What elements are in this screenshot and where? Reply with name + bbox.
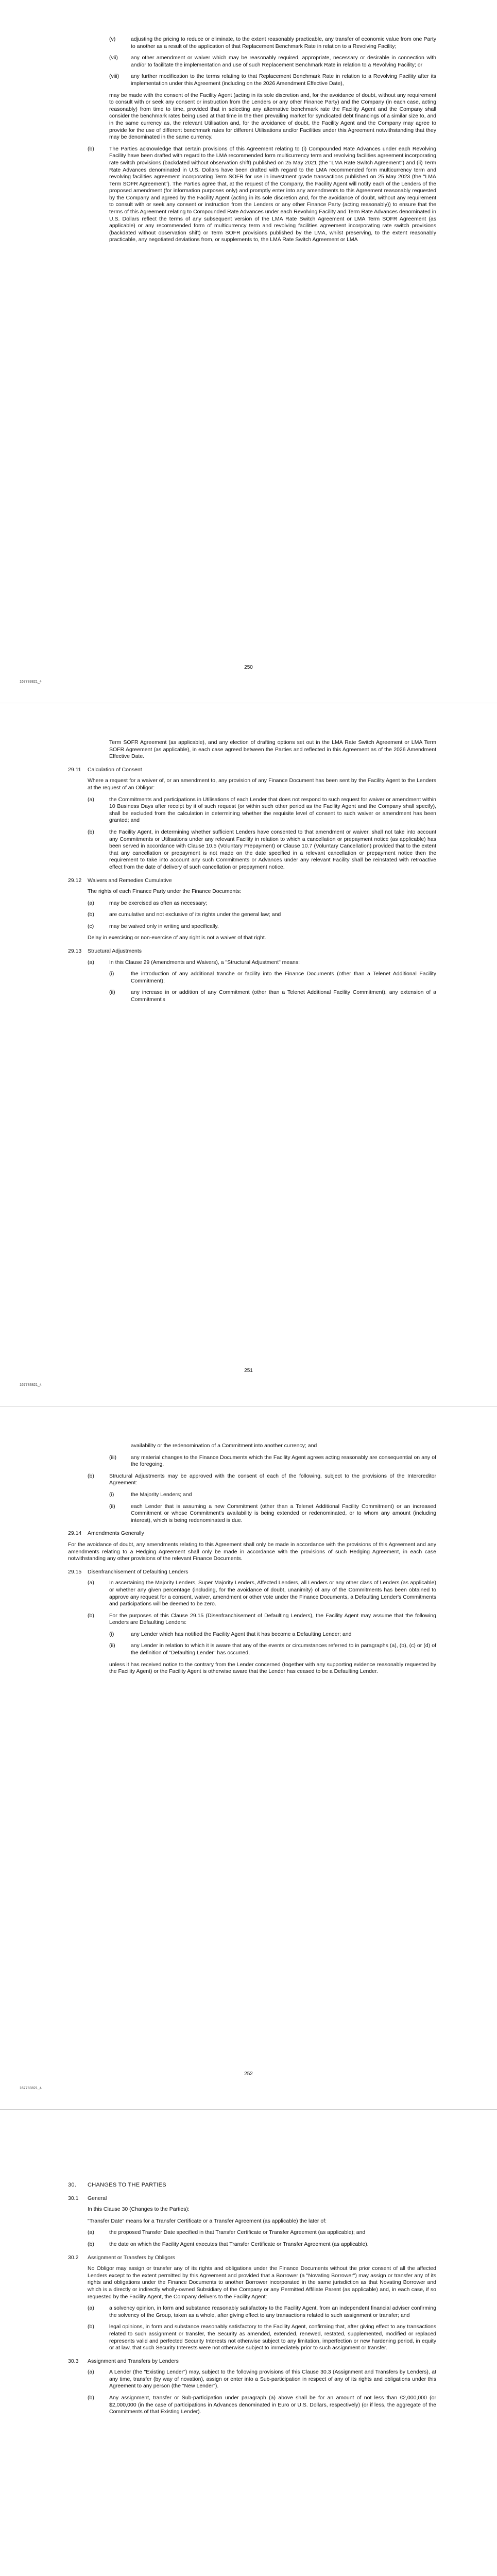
- item-label: (iii): [109, 1454, 116, 1461]
- item-label: (viii): [109, 73, 119, 80]
- item-label: (b): [88, 2241, 94, 2247]
- item-text: the Facility Agent, in determining whether sufficient Lenders have consented to that amendment or waiver, shall not take into account any Commitments or Utilisations under any relevant Facility in relation to which a cancellation or prepayment notice (as applicable) has been served in accordance with Clause 10.5 (Voluntary Prepayment) or Clause 10.7 (Voluntary Cancellation) provided that to the extent that any cancellation or prepayment is not made on the date specified in a relevant cancellation or prepayment notice then the requirement to take into account any such Commitments or Advances under any relevant Facility shall be reinstated with retroactive effect from the date of delivery of such cancellation or prepayment notice.: [109, 828, 436, 870]
- item-text: The Parties acknowledge that certain provisions of this Agreement relating to (i) Compounded Rate Advances under each Revolving Facility have been drafted with regard to the LMA recommended form multicurrency term and revolving facilities agreement incorporating rate switch provisions (backdated without observation shift) published on 25 May 2021 (the "LMA Rate Switch Agreement") and (ii) Term Rate Advances denominated in U.S. Dollars have been drafted with regard to the LMA recommended form multicurrency term and revolving facilities agreement incorporating Term SOFR for use in investment grade transactions published on 25 May 2023 (the "LMA Term SOFR Agreement"). The Parties agree that, at the request of the Company, the Facility Agent will notify each of the Lenders of the proposed amendment (for information purposes only) and promptly enter into any amendments to this Agreement reasonably requested by the Company and agreed by the Facility Agent (acting in its sole discretion and, for the avoidance of doubt, without any requirement to consult with or seek any consent or instruction from the Lenders or any other Finance Party (acting reasonably)) to ensure that the terms of this Agreement relating to Compounded Rate Advances under each Revolving Facility and Term Rate Advances denominated in U.S. Dollars reflect the terms of any subsequent version of the LMA Rate Switch Agreement or LMA Term SOFR Agreement (as applicable) or any recommended form of multicurrency term and revolving facilities agreement incorporating rate switch provisions (backdated without observation shift) or Term SOFR provisions published by the LMA, whilst preserving, to the extent reasonably practicable, any negotiated deviations from, or supplements to, the LMA Rate Switch Agreement or LMA: [109, 145, 436, 243]
- section-heading: [68, 1569, 436, 1576]
- list-item: [109, 1642, 436, 1656]
- section-number: 29.12: [68, 877, 82, 884]
- paragraph: "Transfer Date" means for a Transfer Certificate or a Transfer Agreement (as applicable) the later of:: [88, 2217, 327, 2224]
- section-number: 30.2: [68, 2254, 79, 2261]
- paragraph: unless it has received notice to the contrary from the Lender concerned (together with any supporting evidence reasonably requested by the Facility Agent) or the Facility Agent is otherwise aware that the Lender has ceased to be a Defaulting Lender.: [109, 1661, 436, 1675]
- item-text: any further modification to the terms relating to that Replacement Benchmark Rate in relation to a Revolving Facility after its implementation under this Agreement (including on the 2026 Amendment Effective Date),: [131, 73, 436, 87]
- list-item: [88, 1473, 436, 1487]
- section-number: 30.1: [68, 2195, 79, 2201]
- section-title: Assignment or Transfers by Obligors: [88, 2254, 175, 2261]
- item-label: (a): [88, 1580, 94, 1586]
- list-item: [109, 971, 436, 985]
- document-page-253: [0, 2110, 497, 2576]
- section-title: Amendments Generally: [88, 1530, 144, 1537]
- page-number: 252: [244, 2071, 253, 2077]
- item-label: (i): [109, 971, 114, 977]
- section-heading: [68, 767, 436, 774]
- page-content: [68, 1443, 436, 1680]
- list-item: [88, 900, 436, 907]
- page-content: [68, 36, 436, 248]
- section-title: Assignment and Transfers by Lenders: [88, 2358, 179, 2364]
- item-label: (v): [109, 36, 116, 42]
- section-title: Waivers and Remedies Cumulative: [88, 877, 172, 884]
- item-text: In ascertaining the Majority Lenders, Super Majority Lenders, Affected Lenders, all Lenders or any other class of Lenders (as applicable) or whether any given percentage (including, for the avoidance of doubt, unanimity) of any of the Commitments has been obtained to approve any request for a consent, waiver, amendment or other vote under the Finance Documents, a Defaulting Lender's Commitments and participations will be deemed to be zero.: [109, 1580, 436, 1607]
- paragraph: For the avoidance of doubt, any amendments relating to this Agreement shall only be made in accordance with the provisions of this Agreement and any amendments relating to a Hedging Agreement shall only be made in accordance with the provisions of such Hedging Agreement, in each case notwithstanding any other provisions of the relevant Finance Documents.: [68, 1541, 436, 1562]
- list-item: [88, 959, 436, 967]
- section-title: Structural Adjustments: [88, 948, 142, 955]
- list-item: [109, 1631, 436, 1638]
- item-label: (ii): [109, 1642, 115, 1649]
- item-text: a solvency opinion, in form and substance reasonably satisfactory to the Facility Agent, from an independent financial adviser confirming the solvency of the Group, taken as a whole, after giving effect to any transactions related to such assignment or transfer; and: [109, 2305, 436, 2318]
- item-text: the Majority Lenders; and: [131, 1491, 192, 1498]
- list-item: [109, 1492, 436, 1499]
- item-text: are cumulative and not exclusive of its rights under the general law; and: [109, 911, 281, 918]
- item-label: (ii): [109, 989, 115, 996]
- item-label: (i): [109, 1631, 114, 1637]
- paragraph: The rights of each Finance Party under the Finance Documents:: [88, 888, 242, 895]
- item-text: each Lender that is assuming a new Commitment (other than a Telenet Additional Facility Commitment) or an increased Commitment or whose Commitment's availability is being extended or redenominated, or to whom any amount (including interest), which is being redenominated is due.: [131, 1503, 436, 1523]
- page-number: 250: [244, 665, 253, 670]
- item-text: A Lender (the "Existing Lender") may, subject to the following provisions of this Clause 30.3 (Assignment and Transfers by Lenders), at any time, transfer (by way of novation), assign or enter into a Sub-participation in respect of any of its rights and obligations under this Agreement to any person (the "New Lender").: [109, 2369, 436, 2389]
- list-item: [109, 36, 436, 50]
- item-text: any Lender in relation to which it is aware that any of the events or circumstances referred to in paragraphs (a), (b), (c) or (d) of the definition of "Defaulting Lender" has occurred,: [131, 1642, 436, 1656]
- section-heading: [68, 2195, 436, 2202]
- item-text: the Commitments and participations in Utilisations of each Lender that does not respond to such request for waiver or amendment within 10 Business Days after receipt by it of such request (or within such other period as the Facility Agent and the Company shall specify), shall be excluded from the calculation in determining whether the requisite level of consent to such waiver or amendment has been granted; and: [109, 796, 436, 824]
- section-number: 29.14: [68, 1530, 82, 1537]
- item-text: the proposed Transfer Date specified in that Transfer Certificate or Transfer Agreement (as applicable); and: [109, 2229, 366, 2236]
- document-id: 167783821_4: [20, 680, 42, 684]
- list-item: [88, 1613, 436, 1626]
- clause-heading: [68, 2182, 436, 2189]
- list-item: [109, 1503, 436, 1524]
- item-label: (a): [88, 900, 94, 906]
- section-title: Calculation of Consent: [88, 766, 142, 773]
- paragraph: Delay in exercising or non-exercise of any right is not a waiver of that right.: [88, 935, 266, 941]
- item-label: (b): [88, 1612, 94, 1619]
- item-text: legal opinions, in form and substance reasonably satisfactory to the Facility Agent, confirming that, after giving effect to any transactions related to such assignment or transfer, the Security as amended, extended, renewed, restated, supplemented, modified or replaced represents valid and perfected Security Interests not otherwise subject to any limitation, imperfection or new hardening period, in equity or at law, that such Security Interests were not otherwise subject to immediately prior to such assignment or transfer.: [109, 2324, 436, 2351]
- list-item: [88, 796, 436, 824]
- section-heading: [68, 2358, 436, 2365]
- list-item: [88, 2241, 436, 2248]
- clause-number: 30.: [68, 2182, 77, 2188]
- item-label: (b): [88, 828, 94, 835]
- item-text: the introduction of any additional tranche or facility into the Finance Documents (other than a Telenet Additional Facility Commitment);: [131, 971, 436, 984]
- list-item: [109, 1454, 436, 1468]
- list-item: [88, 1580, 436, 1607]
- section-number: 30.3: [68, 2358, 79, 2364]
- document-id: 167783821_4: [20, 1383, 42, 1387]
- page-content: [68, 739, 436, 1008]
- list-item: [88, 2324, 436, 2351]
- list-item: [88, 146, 436, 244]
- page-number: 251: [244, 1368, 253, 1374]
- list-item: [88, 2369, 436, 2390]
- clause-title: CHANGES TO THE PARTIES: [88, 2182, 166, 2188]
- item-label: (b): [88, 911, 94, 918]
- list-item: [88, 2305, 436, 2319]
- item-label: (ii): [109, 1503, 115, 1510]
- paragraph: No Obligor may assign or transfer any of its rights and obligations under the Finance Documents without the prior consent of all the affected Lenders except to the extent permitted by this Agreement and provided that a Borrower (a "Novating Borrower") may assign or transfer any of its rights and obligations under the Finance Documents to another Borrower incorporated in the same jurisdiction as that Novating Borrower and which is a directly or indirectly wholly-owned Subsidiary of the Company or any Permitted Affiliate Parent (as applicable) and, in each case, if so requested by the Facility Agent, the Company delivers to the Facility Agent:: [88, 2265, 436, 2300]
- item-text: the date on which the Facility Agent executes that Transfer Certificate or Transfer Agreement (as applicable).: [109, 2241, 369, 2247]
- list-item: [109, 989, 436, 1003]
- page-content: [68, 2146, 436, 2420]
- section-heading: [68, 877, 436, 885]
- item-label: (a): [88, 2369, 94, 2376]
- item-label: (i): [109, 1491, 114, 1498]
- section-number: 29.13: [68, 948, 82, 955]
- item-text: For the purposes of this Clause 29.15 (Disenfranchisement of Defaulting Lenders), the Facility Agent may assume that the following Lenders are Defaulting Lenders:: [109, 1612, 436, 1626]
- list-item: [88, 2229, 436, 2236]
- list-item: [109, 55, 436, 69]
- document-id: 167783821_4: [20, 2087, 42, 2090]
- paragraph: may be made with the consent of the Facility Agent (acting in its sole discretion and, for the avoidance of doubt, without any requirement to consult with or seek any consent or instruction from the Lenders or any other Finance Party) and the Company (in each case, acting reasonably) from time to time, provided that in selecting any alternative benchmark rate the Facility Agent and the Company shall consider the benchmark rates being used at that time in the then prevailing market for syndicated debt financings of a similar size to, and in the same currency as, the relevant Utilisation and, for the avoidance of doubt, the Facility Agent and the Company may agree to provide for the use of different benchmark rates for different Utilisations and/or Facilities under this Agreement notwithstanding that they may be denominated in the same currency.: [109, 92, 436, 141]
- document-page-251: [0, 703, 497, 1406]
- list-item: [88, 911, 436, 919]
- section-heading: [68, 2255, 436, 2262]
- section-number: 29.11: [68, 766, 81, 773]
- paragraph: Term SOFR Agreement (as applicable), and any election of drafting options set out in the LMA Rate Switch Agreement or LMA Term SOFR Agreement (as applicable), in each case agreed between the Parties and reflected in this Agreement as of the 2026 Amendment Effective Date.: [109, 739, 436, 760]
- section-title: General: [88, 2195, 107, 2201]
- paragraph: In this Clause 30 (Changes to the Parties):: [88, 2206, 190, 2213]
- item-text: adjusting the pricing to reduce or eliminate, to the extent reasonably practicable, any transfer of economic value from one Party to another as a result of the application of that Replacement Benchmark Rate in relation to a Revolving Facility;: [131, 36, 436, 49]
- item-text: any Lender which has notified the Facility Agent that it has become a Defaulting Lender; and: [131, 1631, 352, 1637]
- item-text: Structural Adjustments may be approved with the consent of each of the following, subject to the provisions of the Intercreditor Agreement:: [109, 1472, 436, 1486]
- item-label: (b): [88, 145, 94, 152]
- item-text: Any assignment, transfer or Sub-participation under paragraph (a) above shall be for an amount of not less than €2,000,000 (or $2,000,000 (in the case of participations in Advances denominated in Euro or U.S. Dollars, respectively) (or if less, the aggregate of the Commitments of that Existing Lender).: [109, 2395, 436, 2415]
- item-text: any material changes to the Finance Documents which the Facility Agent agrees acting reasonably are consequential on any of the foregoing.: [131, 1454, 436, 1468]
- item-label: (a): [88, 2305, 94, 2312]
- paragraph: Where a request for a waiver of, or an amendment to, any provision of any Finance Document has been sent by the Facility Agent to the Lenders at the request of an Obligor:: [88, 777, 436, 791]
- item-label: (b): [88, 1472, 94, 1479]
- list-item: [88, 829, 436, 871]
- section-title: Disenfranchisement of Defaulting Lenders: [88, 1568, 188, 1575]
- item-label: (vii): [109, 55, 118, 61]
- item-label: (a): [88, 2229, 94, 2236]
- section-heading: [68, 948, 436, 955]
- document-page-250: [0, 0, 497, 703]
- document-page-252: [0, 1406, 497, 2110]
- section-number: 29.15: [68, 1568, 82, 1575]
- item-text: may be exercised as often as necessary;: [109, 900, 208, 906]
- paragraph: availability or the redenomination of a Commitment into another currency; and: [131, 1443, 317, 1449]
- item-text: In this Clause 29 (Amendments and Waivers), a "Structural Adjustment" means:: [109, 959, 300, 965]
- item-label: (b): [88, 2395, 94, 2401]
- item-text: any increase in or addition of any Commitment (other than a Telenet Additional Facility Commitment), any extension of a Commitment's: [131, 989, 436, 1003]
- item-label: (b): [88, 2324, 94, 2330]
- item-text: any other amendment or waiver which may be reasonably required, appropriate, necessary or desirable in connection with and/or to facilitate the implementation and use of such Replacement Benchmark Rate in relation to a Revolving Facility; or: [131, 55, 436, 68]
- list-item: [88, 2395, 436, 2416]
- list-item: [109, 73, 436, 87]
- item-text: may be waived only in writing and specifically.: [109, 923, 219, 929]
- item-label: (a): [88, 959, 94, 965]
- list-item: [88, 923, 436, 930]
- item-label: (a): [88, 796, 94, 803]
- section-heading: [68, 1530, 436, 1537]
- item-label: (c): [88, 923, 94, 929]
